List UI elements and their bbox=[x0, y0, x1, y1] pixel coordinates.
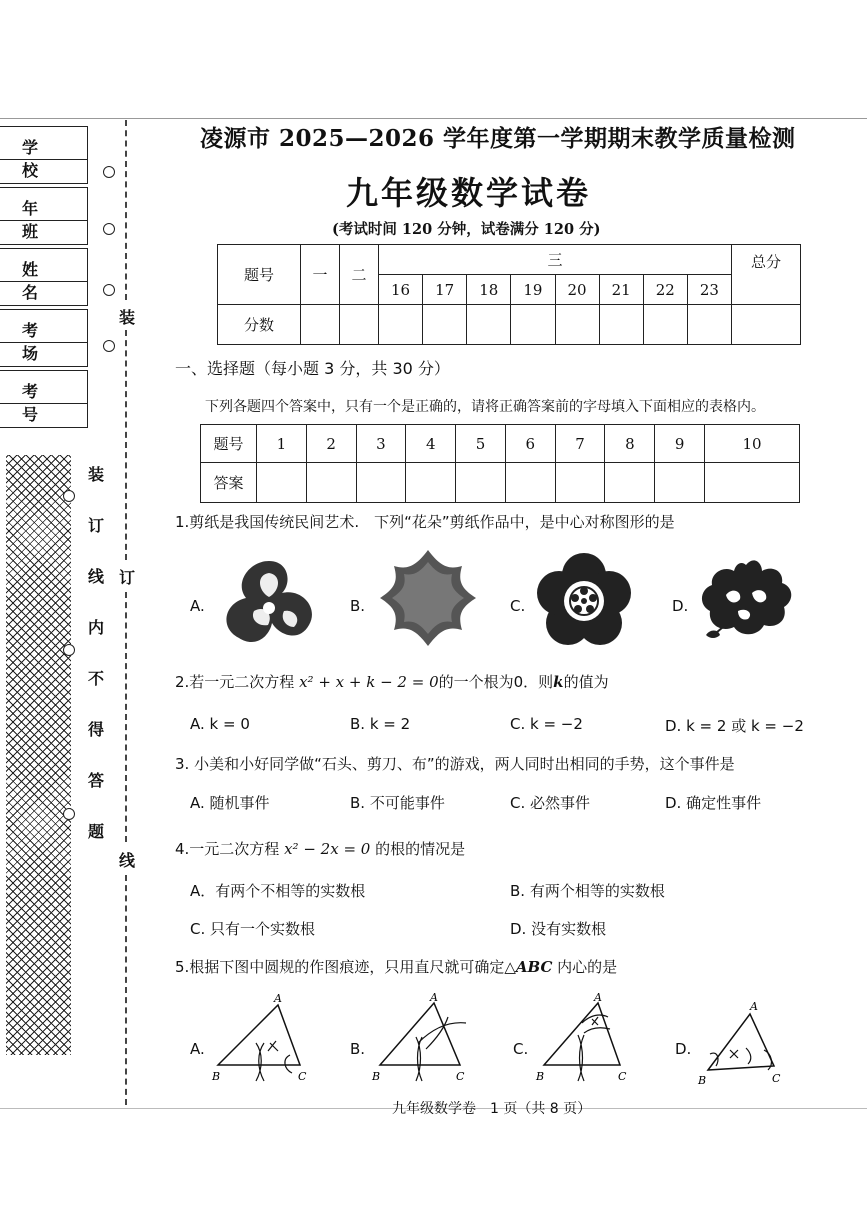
score-table-subnumber: 17 bbox=[423, 275, 467, 305]
vertex-label-b: B bbox=[372, 1070, 381, 1083]
q5-triangle-d-figure bbox=[694, 998, 804, 1088]
answer-cell[interactable] bbox=[655, 463, 705, 503]
score-cell[interactable] bbox=[643, 305, 687, 345]
page-footer: 九年级数学卷 1 页（共 8 页） bbox=[392, 1101, 592, 1117]
binding-dashed-line bbox=[125, 330, 127, 560]
q5-triangle-b-figure bbox=[370, 993, 480, 1085]
score-table-header: 三 bbox=[379, 245, 732, 275]
papercut-quatrefoil-image bbox=[378, 548, 478, 648]
vertex-label-a: A bbox=[274, 992, 282, 1005]
answer-table-number: 5 bbox=[456, 425, 506, 463]
class-label: 年 班 bbox=[22, 199, 49, 241]
score-cell[interactable] bbox=[379, 305, 423, 345]
q1-option-d: D. bbox=[672, 597, 689, 615]
q1-option-a: A. bbox=[190, 597, 205, 615]
question-5-stem bbox=[175, 956, 617, 977]
q4-option-b: B. 有两个相等的实数根 bbox=[510, 882, 665, 900]
score-table-header: 二 bbox=[340, 245, 379, 305]
score-cell[interactable] bbox=[687, 305, 731, 345]
binding-line-char: 订 bbox=[119, 568, 136, 587]
section1-heading: 一、选择题（每小题 3 分，共 30 分） bbox=[175, 359, 450, 378]
score-table-header: 一 bbox=[301, 245, 340, 305]
binding-hole-circle bbox=[63, 490, 75, 502]
vertex-label-c: C bbox=[456, 1070, 465, 1083]
name-label: 姓 名 bbox=[22, 260, 49, 302]
exam-room-field[interactable] bbox=[0, 309, 88, 367]
q2-stem-part: 的一个根为0．则 bbox=[438, 673, 554, 691]
question-2-stem bbox=[175, 671, 609, 692]
score-cell[interactable] bbox=[732, 305, 801, 345]
score-cell[interactable] bbox=[423, 305, 467, 345]
q5-triangle-a-figure bbox=[208, 993, 318, 1085]
score-table-subnumber: 16 bbox=[379, 275, 423, 305]
exam-title: 凌源市 2025—2026 学年度第一学期期末教学质量检测 bbox=[200, 125, 796, 152]
answer-table-number: 3 bbox=[356, 425, 406, 463]
q4-stem-part: 的根的情况是 bbox=[370, 840, 466, 858]
q5-stem-part: 内心的是 bbox=[552, 958, 618, 976]
vertex-label-b: B bbox=[698, 1074, 707, 1087]
papercut-asymmetric-flower-image bbox=[696, 555, 796, 647]
q5-stem-part: 5.根据下图中圆规的作图痕迹，只用直尺就可确定△ bbox=[175, 958, 516, 976]
answer-table-number: 1 bbox=[257, 425, 307, 463]
q2-option-b: B. k = 2 bbox=[350, 715, 411, 733]
q5-option-b: B. bbox=[350, 1040, 366, 1058]
score-cell[interactable] bbox=[301, 305, 340, 345]
binding-hole-circle bbox=[103, 340, 115, 352]
vertex-label-c: C bbox=[298, 1070, 307, 1083]
q2-stem-part: 2.若一元二次方程 bbox=[175, 673, 300, 691]
binding-line-char: 装 bbox=[119, 308, 136, 327]
binding-dashed-line bbox=[125, 120, 127, 300]
score-table-subnumber: 18 bbox=[467, 275, 511, 305]
vertex-label-a: A bbox=[594, 991, 602, 1004]
q3-option-c: C. 必然事件 bbox=[510, 794, 591, 812]
answer-cell[interactable] bbox=[456, 463, 506, 503]
notice-char: 题 bbox=[88, 822, 105, 841]
q5-option-a: A. bbox=[190, 1040, 205, 1058]
papercut-trefoil-image bbox=[214, 553, 324, 648]
binding-hole-circle bbox=[63, 644, 75, 656]
q4-equation: x² − 2x = 0 bbox=[284, 840, 371, 858]
exam-info: (考试时间 120 分钟，试卷满分 120 分) bbox=[332, 221, 601, 238]
answer-cell[interactable] bbox=[356, 463, 406, 503]
score-cell[interactable] bbox=[555, 305, 599, 345]
score-cell[interactable] bbox=[340, 305, 379, 345]
vertex-label-b: B bbox=[212, 1070, 221, 1083]
exam-number-label: 考 号 bbox=[22, 382, 49, 424]
score-table-subnumber: 22 bbox=[643, 275, 687, 305]
score-table-subnumber: 23 bbox=[687, 275, 731, 305]
notice-char: 装 bbox=[88, 465, 105, 484]
answer-cell[interactable] bbox=[406, 463, 456, 503]
binding-dashed-line bbox=[125, 592, 127, 842]
q4-option-c: C. 只有一个实数根 bbox=[190, 920, 316, 938]
answer-cell[interactable] bbox=[605, 463, 655, 503]
section1-instruction: 下列各题四个答案中，只有一个是正确的，请将正确答案前的字母填入下面相应的表格内。 bbox=[205, 399, 765, 415]
binding-hatch-strip bbox=[6, 455, 71, 1055]
notice-char: 不 bbox=[88, 669, 105, 688]
subject-title: 九年级数学试卷 bbox=[346, 174, 592, 212]
score-table-header: 总分 bbox=[732, 245, 801, 305]
school-field[interactable] bbox=[0, 126, 88, 184]
q2-option-a: A. k = 0 bbox=[190, 715, 250, 733]
q2-option-d: D. k = 2 或 k = −2 bbox=[665, 717, 804, 735]
score-table-header: 题号 bbox=[218, 245, 301, 305]
score-table-subnumber: 20 bbox=[555, 275, 599, 305]
q5-option-c: C. bbox=[513, 1040, 529, 1058]
q3-option-b: B. 不可能事件 bbox=[350, 794, 445, 812]
binding-dashed-line bbox=[125, 875, 127, 1105]
q3-option-d: D. 确定性事件 bbox=[665, 794, 762, 812]
answer-table bbox=[200, 424, 800, 503]
score-row-label: 分数 bbox=[218, 305, 301, 345]
exam-room-label: 考 场 bbox=[22, 321, 49, 363]
answer-table-number: 6 bbox=[505, 425, 555, 463]
answer-table-number: 10 bbox=[705, 425, 800, 463]
answer-cell[interactable] bbox=[705, 463, 800, 503]
binding-hole-circle bbox=[63, 808, 75, 820]
answer-table-number: 4 bbox=[406, 425, 456, 463]
answer-cell[interactable] bbox=[555, 463, 605, 503]
q2-variable: k bbox=[553, 673, 564, 691]
q5-triangle-c-figure bbox=[534, 993, 644, 1085]
q3-option-a: A. 随机事件 bbox=[190, 794, 270, 812]
top-scan-edge bbox=[0, 118, 867, 119]
q1-option-b: B. bbox=[350, 597, 366, 615]
q5-option-d: D. bbox=[675, 1040, 692, 1058]
binding-line-char: 线 bbox=[119, 851, 136, 870]
exam-number-field[interactable] bbox=[0, 370, 88, 428]
question-3-stem: 3. 小美和小好同学做“石头、剪刀、布”的游戏，两人同时出相同的手势，这个事件是 bbox=[175, 755, 735, 773]
vertex-label-c: C bbox=[772, 1072, 781, 1085]
answer-table-number: 9 bbox=[655, 425, 705, 463]
notice-char: 答 bbox=[88, 771, 105, 790]
notice-char: 得 bbox=[88, 720, 105, 739]
answer-table-number: 7 bbox=[555, 425, 605, 463]
notice-char: 内 bbox=[88, 618, 105, 637]
answer-table-number: 8 bbox=[605, 425, 655, 463]
answer-cell[interactable] bbox=[505, 463, 555, 503]
score-cell[interactable] bbox=[467, 305, 511, 345]
q4-stem-part: 4.一元二次方程 bbox=[175, 840, 285, 858]
q2-option-c: C. k = −2 bbox=[510, 715, 583, 733]
question-1-stem: 1.剪纸是我国传统民间艺术. 下列“花朵”剪纸作品中，是中心对称图形的是 bbox=[175, 513, 675, 531]
vertex-label-b: B bbox=[536, 1070, 545, 1083]
binding-hole-circle bbox=[103, 223, 115, 235]
score-table-subnumber: 21 bbox=[599, 275, 643, 305]
score-table-subnumber: 19 bbox=[511, 275, 555, 305]
vertex-label-a: A bbox=[430, 991, 438, 1004]
class-field[interactable] bbox=[0, 187, 88, 245]
score-cell[interactable] bbox=[599, 305, 643, 345]
vertex-label-a: A bbox=[750, 1000, 758, 1013]
binding-hole-circle bbox=[103, 166, 115, 178]
answer-cell[interactable] bbox=[257, 463, 307, 503]
school-label: 学 校 bbox=[22, 138, 49, 180]
q1-option-c: C. bbox=[510, 597, 526, 615]
notice-char: 订 bbox=[88, 516, 105, 535]
answer-table-number: 2 bbox=[306, 425, 356, 463]
vertex-label-c: C bbox=[618, 1070, 627, 1083]
notice-char: 线 bbox=[88, 567, 105, 586]
q5-triangle-name: ABC bbox=[515, 958, 553, 976]
q4-option-a: A．有两个不相等的实数根 bbox=[190, 882, 366, 900]
binding-hole-circle bbox=[103, 284, 115, 296]
q4-option-d: D. 没有实数根 bbox=[510, 920, 607, 938]
q2-stem-part: 的值为 bbox=[563, 673, 609, 691]
score-cell[interactable] bbox=[511, 305, 555, 345]
footer-clip bbox=[0, 1098, 867, 1117]
question-4-stem bbox=[175, 838, 465, 859]
papercut-plum-flower-image bbox=[536, 553, 632, 649]
answer-table-label: 题号 bbox=[201, 425, 257, 463]
q2-equation: x² + x + k − 2 = 0 bbox=[299, 673, 439, 691]
name-field[interactable] bbox=[0, 248, 88, 306]
score-table bbox=[217, 244, 801, 345]
answer-cell[interactable] bbox=[306, 463, 356, 503]
answer-table-label: 答案 bbox=[201, 463, 257, 503]
